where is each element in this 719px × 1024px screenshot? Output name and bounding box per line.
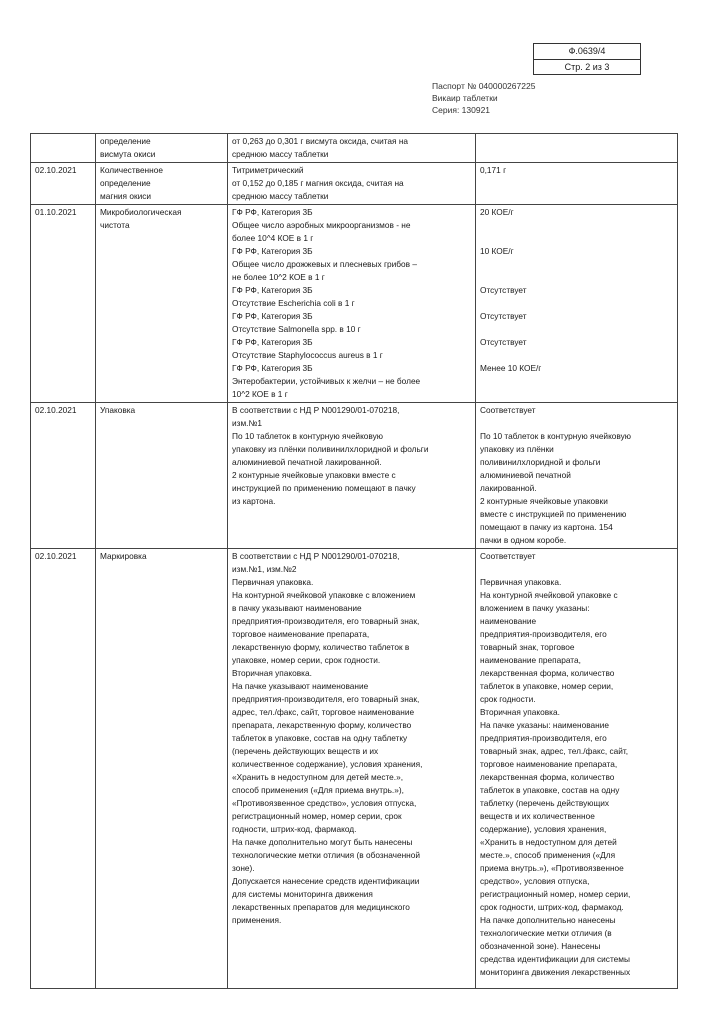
cell-line: ГФ РФ, Категория 3Б <box>232 207 313 217</box>
spec-cell <box>228 134 476 163</box>
cell-line <box>480 219 673 232</box>
product-name: Викаир таблетки <box>432 93 498 103</box>
cell-line: Соответствует <box>480 405 536 415</box>
cell-line: алюминиевой печатной <box>480 470 571 480</box>
test-name-cell <box>96 134 228 163</box>
test-name-cell <box>96 549 228 989</box>
cell-line: поливинилхлоридной и фольги <box>480 457 601 467</box>
form-code-box <box>533 43 641 75</box>
cell-line: наименование препарата, <box>480 655 581 665</box>
cell-line: предприятия-производителя, его <box>480 629 607 639</box>
cell-line: обозначенной зоне). Нанесены <box>480 941 601 951</box>
cell-line <box>480 232 673 245</box>
cell-line: более 10^4 КОЕ в 1 г <box>232 233 314 243</box>
cell-line: наименование <box>480 616 537 626</box>
cell-line: 20 КОЕ/г <box>480 207 514 217</box>
cell-line: На пачке указаны: наименование <box>480 720 609 730</box>
result-cell <box>476 205 678 403</box>
cell-line <box>480 349 673 362</box>
cell-line: срок годности, штрих-код, фармакод. <box>480 902 624 912</box>
cell-line: «Хранить в недоступном для детей <box>480 837 617 847</box>
cell-line: пачки в одном коробе. <box>480 535 567 545</box>
cell-line: В соответствии с НД Р N001290/01-070218, <box>232 405 400 415</box>
cell-line: регистрационный номер, номер серии, срок <box>232 811 402 821</box>
cell-line: лекарственная форма, количество <box>480 772 615 782</box>
cell-line: 10^2 КОЕ в 1 г <box>232 389 288 399</box>
spec-cell <box>228 549 476 989</box>
cell-line: предприятия-производителя, его товарный знак, <box>232 616 420 626</box>
cell-line: средство», условия отпуска, <box>480 876 590 886</box>
cell-line <box>480 417 673 430</box>
date-cell: 01.10.2021 <box>31 205 96 403</box>
cell-line: Отсутствует <box>480 311 527 321</box>
cell-line: Отсутствие Escherichia coli в 1 г <box>232 298 355 308</box>
cell-line: ГФ РФ, Категория 3Б <box>232 363 313 373</box>
page-number: Стр. 2 из 3 <box>564 62 610 72</box>
cell-line: магния окиси <box>100 191 152 201</box>
table-row-marking <box>31 549 678 989</box>
cell-line: технологические метки отличия (в обозначенной <box>232 850 421 860</box>
cell-line: в пачку указывают наименование <box>232 603 362 613</box>
table-row-micro <box>31 205 678 403</box>
cell-line: Отсутствует <box>480 337 527 347</box>
date-cell: 02.10.2021 <box>31 549 96 989</box>
cell-line: алюминиевой печатной лакированной. <box>232 457 382 467</box>
cell-line: лекарственных препаратов для медицинского <box>232 902 410 912</box>
cell-line: предприятия-производителя, его товарный знак, <box>232 694 420 704</box>
cell-line: Вторичная упаковка. <box>232 668 312 678</box>
cell-line <box>480 323 673 336</box>
cell-line: На пачке дополнительно могут быть нанесены <box>232 837 413 847</box>
cell-line: таблетку (перечень действующих <box>480 798 610 808</box>
spec-cell <box>228 205 476 403</box>
cell-line: для системы мониторинга движения <box>232 889 373 899</box>
cell-line <box>480 271 673 284</box>
date-cell: 02.10.2021 <box>31 163 96 205</box>
cell-line <box>480 563 673 576</box>
cell-line: «Противоязвенное средство», условия отпуска, <box>232 798 417 808</box>
cell-line: приема внутрь.»), «Противоязвенное <box>480 863 624 873</box>
result-cell <box>476 403 678 549</box>
cell-line: вложением в пачку указаны: <box>480 603 590 613</box>
cell-line: количественное содержание), условия хранения, <box>232 759 423 769</box>
cell-line: средства идентификации для системы <box>480 954 630 964</box>
cell-line: Соответствует <box>480 551 536 561</box>
cell-line: срок годности. <box>480 694 536 704</box>
cell-line: висмута окиси <box>100 149 156 159</box>
cell-line: годности, штрих-код, фармакод. <box>232 824 357 834</box>
cell-line: определение <box>100 178 151 188</box>
analysis-table <box>30 133 678 989</box>
test-name-cell <box>96 205 228 403</box>
cell-line: инструкцией по применению помещают в пачку <box>232 483 416 493</box>
table-row-packaging <box>31 403 678 549</box>
cell-line: Менее 10 КОЕ/г <box>480 363 542 373</box>
cell-line: среднюю массу таблетки <box>232 191 329 201</box>
result-cell <box>476 549 678 989</box>
cell-line: Отсутствие Staphylococcus aureus в 1 г <box>232 350 383 360</box>
cell-line: На контурной ячейковой упаковке с вложением <box>232 590 416 600</box>
cell-line: Отсутствие Salmonella spp. в 10 г <box>232 324 361 334</box>
cell-line: вместе с инструкцией по применению <box>480 509 627 519</box>
cell-line: чистота <box>100 220 130 230</box>
cell-line: торговое наименование препарата, <box>232 629 370 639</box>
cell-line: Количественное <box>100 165 163 175</box>
cell-line: Общее число дрожжевых и плесневых грибов – <box>232 259 417 269</box>
cell-line: (перечень действующих веществ и их <box>232 746 379 756</box>
cell-line: определение <box>100 136 151 146</box>
cell-line: изм.№1 <box>232 418 262 428</box>
cell-line: Вторичная упаковка. <box>480 707 560 717</box>
cell-line: мониторинга движения лекарственных <box>480 967 631 977</box>
cell-line: способ применения («Для приема внутрь.»), <box>232 785 404 795</box>
date-cell: 02.10.2021 <box>31 403 96 549</box>
cell-line: лекарственная форма, количество <box>480 668 615 678</box>
cell-line: Общее число аэробных микроорганизмов - не <box>232 220 411 230</box>
cell-line: ГФ РФ, Категория 3Б <box>232 337 313 347</box>
cell-line: Микробиологическая <box>100 207 182 217</box>
result-cell <box>476 163 678 205</box>
spec-cell <box>228 163 476 205</box>
cell-line: среднюю массу таблетки <box>232 149 329 159</box>
series-number: Серия: 130921 <box>432 105 491 115</box>
cell-line: таблеток в упаковке, состав на одну таблетку <box>232 733 408 743</box>
form-code: Ф.0639/4 <box>534 44 640 60</box>
cell-line: адрес, тел./факс, сайт, торговое наименование <box>232 707 415 717</box>
cell-line: ГФ РФ, Категория 3Б <box>232 285 313 295</box>
cell-line: «Хранить в недоступном для детей месте.», <box>232 772 404 782</box>
cell-line: 2 контурные ячейковые упаковки вместе с <box>232 470 396 480</box>
passport-number: Паспорт № 040000267225 <box>432 81 536 91</box>
cell-line: упаковку из плёнки <box>480 444 554 454</box>
cell-line: На пачке дополнительно нанесены <box>480 915 616 925</box>
spec-cell <box>228 403 476 549</box>
cell-line: изм.№1, изм.№2 <box>232 564 297 574</box>
cell-line: товарный знак, адрес, тел./факс, сайт, <box>480 746 629 756</box>
cell-line: упаковку из плёнки поливинилхлоридной и фольги <box>232 444 429 454</box>
cell-line: Первичная упаковка. <box>480 577 562 587</box>
passport-block <box>432 80 535 116</box>
date-cell <box>31 134 96 163</box>
cell-line: препарата, лекарственную форму, количество <box>232 720 412 730</box>
cell-line: применения. <box>232 915 282 925</box>
cell-line: лакированной. <box>480 483 537 493</box>
cell-line: помещают в пачку из картона. 154 <box>480 522 613 532</box>
cell-line: регистрационный номер, номер серии, <box>480 889 631 899</box>
cell-line: от 0,152 до 0,185 г магния оксида, считая на <box>232 178 404 188</box>
cell-line: упаковке, номер серии, срок годности. <box>232 655 381 665</box>
cell-line: В соответствии с НД Р N001290/01-070218, <box>232 551 400 561</box>
cell-line: торговое наименование препарата, <box>480 759 618 769</box>
cell-line: технологические метки отличия (в <box>480 928 612 938</box>
table-row-magnesium <box>31 163 678 205</box>
cell-line <box>480 297 673 310</box>
cell-line: По 10 таблеток в контурную ячейковую <box>232 431 384 441</box>
cell-line: от 0,263 до 0,301 г висмута оксида, считая на <box>232 136 409 146</box>
cell-line: Первичная упаковка. <box>232 577 314 587</box>
cell-line: Энтеробактерии, устойчивых к желчи – не более <box>232 376 421 386</box>
cell-line: 2 контурные ячейковые упаковки <box>480 496 608 506</box>
cell-line: Допускается нанесение средств идентификации <box>232 876 420 886</box>
cell-line: веществ и их количественное <box>480 811 595 821</box>
test-name-cell <box>96 403 228 549</box>
cell-line: ГФ РФ, Категория 3Б <box>232 311 313 321</box>
cell-line <box>480 258 673 271</box>
cell-line: месте.», способ применения («Для <box>480 850 616 860</box>
cell-line: На контурной ячейковой упаковке с <box>480 590 618 600</box>
cell-line: товарный знак, торговое <box>480 642 575 652</box>
cell-line: зоне). <box>232 863 255 873</box>
test-name-cell <box>96 163 228 205</box>
cell-line: из картона. <box>232 496 276 506</box>
cell-line: не более 10^2 КОЕ в 1 г <box>232 272 325 282</box>
cell-line: Титриметрический <box>232 165 304 175</box>
result-cell <box>476 134 678 163</box>
cell-line: 0,171 г <box>480 165 507 175</box>
cell-line: ГФ РФ, Категория 3Б <box>232 246 313 256</box>
cell-line: Упаковка <box>100 405 136 415</box>
cell-line: Маркировка <box>100 551 147 561</box>
cell-line: содержание), условия хранения, <box>480 824 607 834</box>
cell-line: предприятия-производителя, его <box>480 733 607 743</box>
cell-line: лекарственную форму, количество таблеток в <box>232 642 410 652</box>
cell-line: 10 КОЕ/г <box>480 246 514 256</box>
table-row-bismuth <box>31 134 678 163</box>
cell-line: таблеток в упаковке, номер серии, <box>480 681 614 691</box>
cell-line: По 10 таблеток в контурную ячейковую <box>480 431 632 441</box>
cell-line: Отсутствует <box>480 285 527 295</box>
cell-line: таблеток в упаковке, состав на одну <box>480 785 620 795</box>
cell-line: На пачке указывают наименование <box>232 681 369 691</box>
